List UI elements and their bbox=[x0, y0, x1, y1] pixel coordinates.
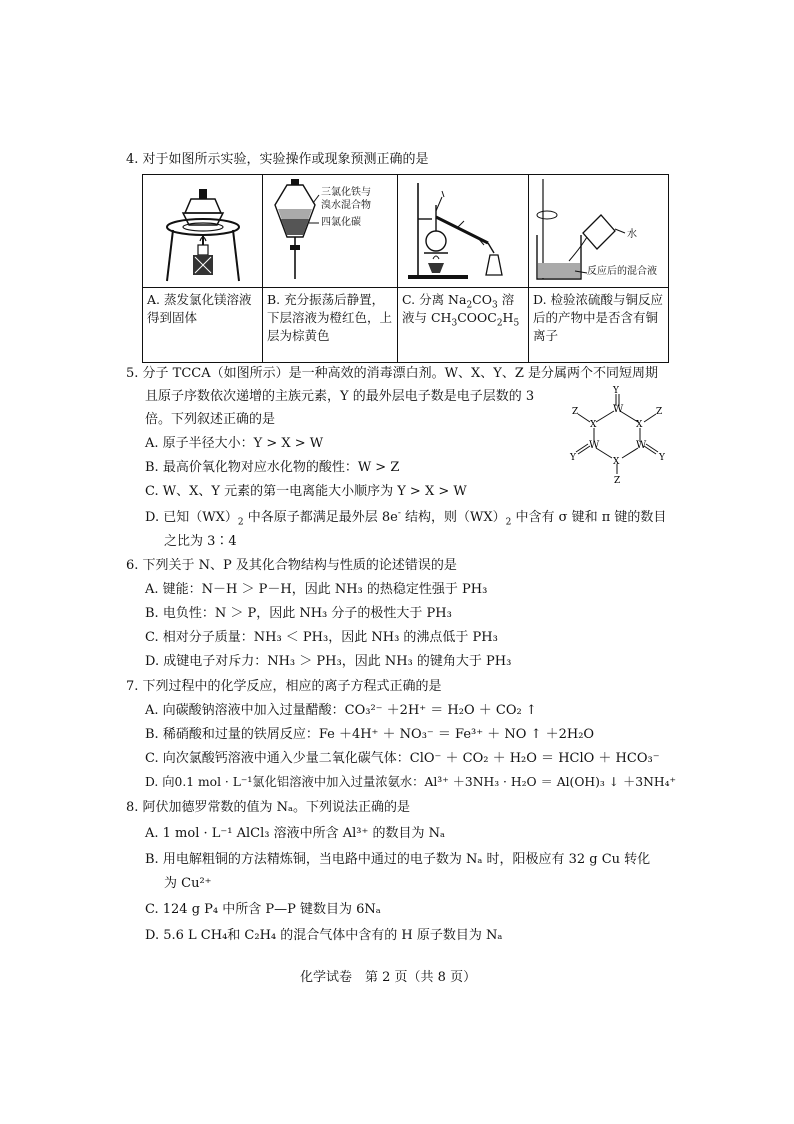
atom-x-bottom: X bbox=[613, 457, 620, 467]
q6-option-d: D. 成键电子对斥力：NH₃ ＞ PH₃，因此 NH₃ 的键角大于 PH₃ bbox=[145, 654, 512, 669]
q8-option-b: B. 用电解粗铜的方法精炼铜，当电路中通过的电子数为 Nₐ 时，阳极应有 32 g Cu 转化 bbox=[145, 852, 651, 867]
tcca-molecule-diagram bbox=[568, 384, 678, 484]
fig-c-distillation bbox=[398, 175, 529, 288]
atom-z-right: Z bbox=[656, 407, 663, 417]
label-water: 水 bbox=[627, 229, 637, 240]
label-reaction-mixture: 反应后的混合液 bbox=[587, 266, 657, 277]
q7-option-a: A. 向碳酸钠溶液中加入过量醋酸：CO₃²⁻ ＋2H⁺ ＝ H₂O ＋ CO₂ ↑ bbox=[145, 703, 537, 718]
q5-d-post: 中含有 σ 键和 π 键的数目 bbox=[511, 510, 667, 525]
atom-y-top: Y bbox=[613, 386, 619, 396]
distillation-apparatus-icon bbox=[398, 175, 529, 287]
q6-option-c: C. 相对分子质量：NH₃ ＜ PH₃，因此 NH₃ 的沸点低于 PH₃ bbox=[145, 630, 498, 645]
q8-option-d: D. 5.6 L CH₄和 C₂H₄ 的混合气体中含有的 H 原子数目为 Nₐ bbox=[145, 928, 503, 943]
q5-stem-3: 倍。下列叙述正确的是 bbox=[145, 412, 276, 427]
q5-d-mid: 中各原子都满足最外层 8e bbox=[243, 510, 398, 525]
q5-stem-2: 且原子序数依次递增的主族元素，Y 的最外层电子数是电子层数的 3 bbox=[145, 389, 535, 404]
evaporation-apparatus-icon bbox=[143, 175, 263, 287]
fig-d-dilution bbox=[529, 175, 669, 288]
atom-w-right: W bbox=[636, 440, 647, 451]
atom-x-left: X bbox=[590, 420, 597, 430]
q5-d-pre: D. 已知（WX） bbox=[145, 510, 238, 525]
fig-b-separatory-funnel bbox=[263, 175, 398, 288]
page-footer: 化学试卷 第 2 页（共 8 页） bbox=[300, 970, 477, 985]
atom-w-top: W bbox=[613, 404, 624, 415]
q8-option-c: C. 124 g P₄ 中所含 P—P 键数目为 6Nₐ bbox=[145, 902, 381, 917]
q6-option-b: B. 电负性：N ＞ P，因此 NH₃ 分子的极性大于 PH₃ bbox=[145, 606, 452, 621]
q5-option-d-cont: 之比为 3∶4 bbox=[164, 534, 237, 549]
q8-option-a: A. 1 mol · L⁻¹ AlCl₃ 溶液中所含 Al³⁺ 的数目为 Nₐ bbox=[145, 826, 446, 841]
q5-option-d: D. 已知$(WX)_2$ 中各原子都满足最外层 8e- 结构，则$(WX)_2$ 中含有 σ 键和 π 键的数目 bbox=[145, 508, 667, 528]
atom-z-left: Z bbox=[572, 407, 579, 417]
option-c-post: 溶液与 CH bbox=[402, 292, 515, 326]
atom-z-bottom: Z bbox=[614, 476, 621, 484]
atom-w-left: W bbox=[589, 440, 600, 451]
q7-stem: 7. 下列过程中的化学反应，相应的离子方程式正确的是 bbox=[126, 679, 442, 694]
option-c-cell: C. 分离 $Na_2CO_3$ 溶液与 $CH_3COOC_2H_5$ bbox=[398, 288, 529, 363]
option-d-cell: D. 检验浓硫酸与铜反应后的产物中是否含有铜离子 bbox=[529, 288, 669, 363]
atom-y-left: Y bbox=[570, 453, 576, 463]
q6-stem: 6. 下列关于 N、P 及其化合物结构与性质的论述错误的是 bbox=[126, 558, 457, 573]
option-b-cell: B. 充分振荡后静置，下层溶液为橙红色，上层为棕黄色 bbox=[263, 288, 398, 363]
atom-x-right: X bbox=[636, 420, 643, 430]
q5-option-a: A. 原子半径大小：Y > X > W bbox=[145, 436, 324, 451]
q4-stem: 4. 对于如图所示实验，实验操作或现象预测正确的是 bbox=[126, 152, 429, 167]
atom-y-right: Y bbox=[659, 453, 665, 463]
label-ccl4: 四氯化碳 bbox=[321, 217, 361, 228]
q8-option-b-cont: 为 Cu²⁺ bbox=[164, 876, 212, 891]
label-fecl3: 三氯化铁与 bbox=[321, 187, 371, 198]
q5-d-mid2: 结构，则（WX） bbox=[400, 510, 506, 525]
q7-option-d: D. 向0.1 mol · L⁻¹氯化铝溶液中加入过量浓氨水：Al³⁺ ＋3NH₃ · H₂O ＝ Al(OH)₃ ↓ ＋3NH₄⁺ bbox=[145, 775, 677, 789]
experiment-table bbox=[142, 174, 669, 363]
q7-option-b: B. 稀硝酸和过量的铁屑反应：Fe ＋4H⁺ ＋ NO₃⁻ ＝ Fe³⁺ ＋ NO ↑ ＋2H₂O bbox=[145, 727, 595, 742]
q5-stem-1: 5. 分子 TCCA（如图所示）是一种高效的消毒漂白剂。W、X、Y、Z 是分属两个不同短周期 bbox=[126, 366, 658, 381]
option-c-pre: C. 分离 Na bbox=[402, 292, 467, 307]
label-bromine-water: 溴水混合物 bbox=[321, 200, 371, 211]
q6-option-a: A. 键能：N－H ＞ P－H，因此 NH₃ 的热稳定性强于 PH₃ bbox=[145, 582, 488, 597]
q8-stem: 8. 阿伏加德罗常数的值为 Nₐ。下列说法正确的是 bbox=[126, 800, 411, 815]
q7-option-c: C. 向次氯酸钙溶液中通入少量二氧化碳气体：ClO⁻ ＋ CO₂ ＋ H₂O ＝ HClO ＋ HCO₃⁻ bbox=[145, 751, 660, 766]
q5-option-b: B. 最高价氧化物对应水化物的酸性：W > Z bbox=[145, 460, 400, 475]
fig-a-evaporation bbox=[143, 175, 263, 288]
q5-option-c: C. W、X、Y 元素的第一电离能大小顺序为 Y > X > W bbox=[145, 484, 467, 499]
option-a-cell: A. 蒸发氯化镁溶液得到固体 bbox=[143, 288, 263, 363]
